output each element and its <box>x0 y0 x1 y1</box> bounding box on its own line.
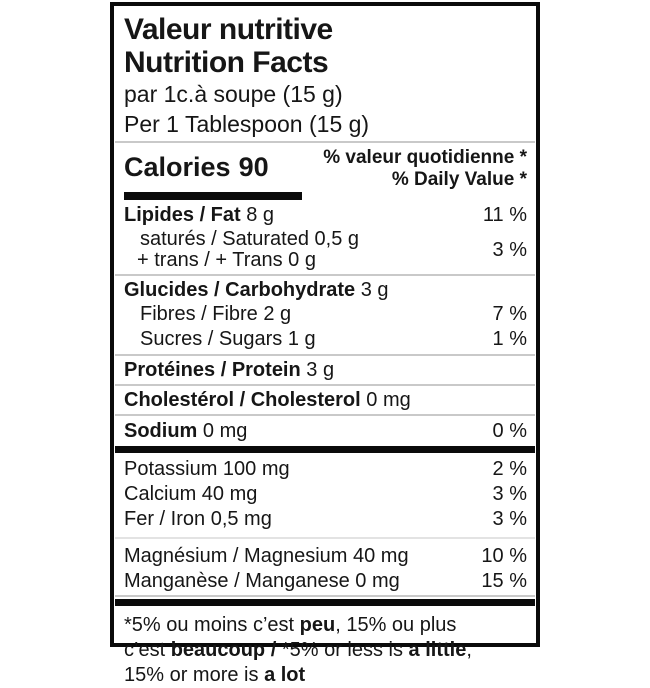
serving-size-english: Per 1 Tablespoon (15 g) <box>124 111 370 137</box>
title-english: Nutrition Facts <box>124 46 329 79</box>
nutrient-percent-fat: 11 % <box>482 204 527 226</box>
nutrient-row-cholesterol <box>114 389 536 412</box>
serving-size-french: par 1c.à soupe (15 g) <box>124 81 343 107</box>
nutrient-name-carbohydrate: Glucides / Carbohydrate 3 g <box>124 279 389 301</box>
nutrient-row-calcium <box>114 482 536 507</box>
nutrient-name-fibre: Fibres / Fibre 2 g <box>140 303 292 325</box>
nutrient-row-saturated-trans <box>114 228 536 272</box>
footnote-line-3: 15% or more is a lot <box>124 664 306 686</box>
thin-separator-after-manganese <box>115 595 535 597</box>
calories-value <box>124 147 269 191</box>
daily-value-header <box>323 147 527 191</box>
separator-after-cholesterol <box>115 414 535 416</box>
nutrient-name-saturated-trans: saturés / Saturated 0,5 g + trans / + Trans 0 g <box>137 228 360 271</box>
separator-after-sodium <box>115 446 535 453</box>
nutrient-rows <box>114 203 536 606</box>
daily-value-header-french: % valeur quotidienne * <box>323 147 527 168</box>
nutrient-name-iron: Fer / Iron 0,5 mg <box>124 508 272 530</box>
nutrient-row-iron <box>114 507 536 532</box>
nutrient-row-manganese <box>114 569 536 594</box>
nutrient-name-sugars: Sucres / Sugars 1 g <box>140 328 316 350</box>
footnote <box>114 609 536 688</box>
nutrition-facts-label <box>110 2 540 686</box>
separator-after-saturated-trans <box>115 274 535 276</box>
nutrient-percent-magnesium: 10 % <box>481 545 527 567</box>
nutrient-percent-manganese: 15 % <box>481 570 527 592</box>
nutrient-name-manganese: Manganèse / Manganese 0 mg <box>124 570 400 592</box>
title-french: Valeur nutritive <box>124 13 333 46</box>
calories-underline-bar <box>124 192 302 200</box>
nutrient-percent-sodium: 0 % <box>492 420 527 442</box>
nutrient-percent-fibre: 7 % <box>492 303 527 325</box>
footnote-line-1: *5% ou moins c’est peu, 15% ou plus <box>124 614 457 636</box>
nutrient-percent-sugars: 1 % <box>492 328 527 350</box>
label-inner <box>114 6 536 688</box>
nutrient-percent-iron: 3 % <box>492 508 527 530</box>
nutrient-name-cholesterol: Cholestérol / Cholesterol 0 mg <box>124 389 411 411</box>
nutrient-row-carbohydrate <box>114 279 536 302</box>
footnote-line-2: c’est beaucoup / *5% or less is a little, <box>124 639 472 661</box>
daily-value-header-english: % Daily Value * <box>391 169 527 190</box>
nutrient-percent-potassium: 2 % <box>492 458 527 480</box>
calories-row <box>114 146 536 191</box>
nutrient-row-fibre <box>114 302 536 327</box>
nutrient-name-fat: Lipides / Fat 8 g <box>124 204 275 226</box>
nutrient-row-magnesium <box>114 544 536 569</box>
separator-after-iron <box>115 537 535 539</box>
nutrient-name-sodium: Sodium 0 mg <box>124 420 248 442</box>
calories-label: Calories <box>124 152 231 182</box>
nutrient-row-potassium <box>114 457 536 482</box>
nutrient-row-protein <box>114 359 536 382</box>
separator-after-sugars <box>115 354 535 356</box>
separator-after-protein <box>115 384 535 386</box>
nutrient-name-protein: Protéines / Protein 3 g <box>124 359 335 381</box>
nutrient-percent-calcium: 3 % <box>492 483 527 505</box>
header-separator <box>115 141 535 143</box>
nutrient-row-fat <box>114 203 536 228</box>
nutrient-row-sugars <box>114 327 536 352</box>
calories-amount: 90 <box>238 152 269 182</box>
thick-separator-after-manganese <box>115 599 535 606</box>
nutrient-name-magnesium: Magnésium / Magnesium 40 mg <box>124 545 409 567</box>
nutrient-name-potassium: Potassium 100 mg <box>124 458 290 480</box>
nutrient-row-sodium <box>114 419 536 444</box>
nutrient-name-calcium: Calcium 40 mg <box>124 483 258 505</box>
nutrient-percent-saturated-trans: 3 % <box>492 238 527 261</box>
